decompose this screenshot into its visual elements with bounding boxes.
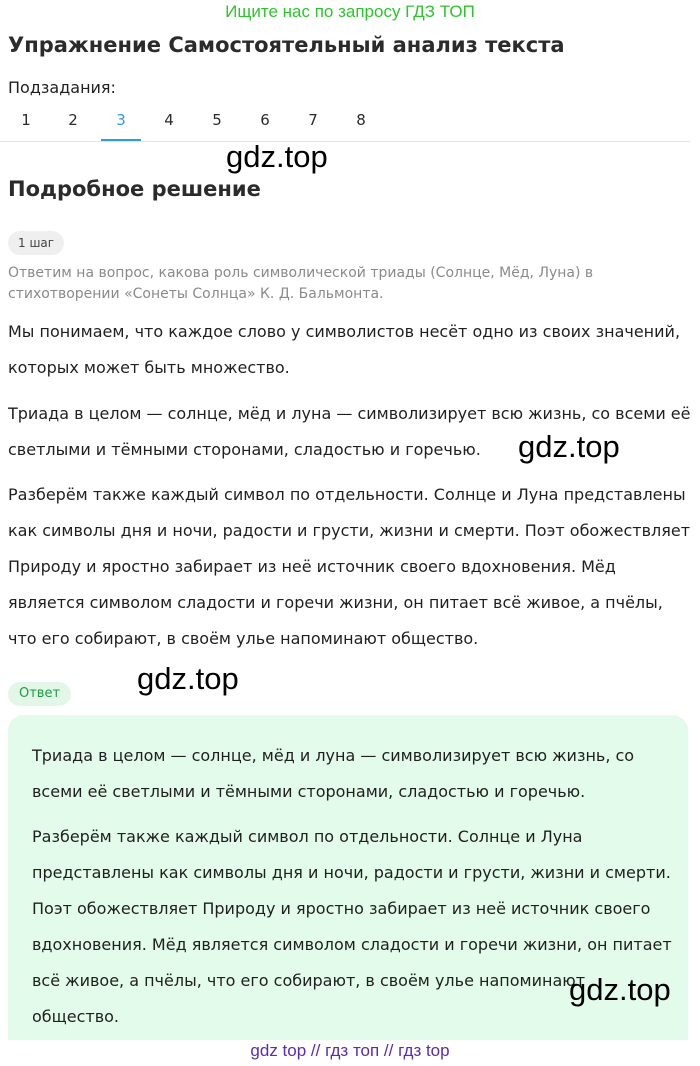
subtasks-label: Подзадания:	[8, 78, 116, 97]
exercise-title: Упражнение Самостоятельный анализ текста	[8, 33, 565, 57]
tab-subtask-2[interactable]: 2	[68, 111, 78, 129]
tab-subtask-8[interactable]: 8	[356, 111, 366, 129]
answer-paragraph: Разберём также каждый символ по отдельности. Солнце и Луна представлены как символы дня и ночи, радости и грусти, жизни и смерти. Поэт обожествляет Природу и яростно забирает из неё источник своего вдохновения. Мёд является символом сладости и горечи жизни, он питает всё живое, а пчёлы, что его собирают, в своём улье напоминают общество.	[32, 827, 672, 1026]
solution-paragraph: Мы понимаем, что каждое слово у символистов несёт одно из своих значений, которых может быть множество.	[8, 322, 681, 377]
solution-title: Подробное решение	[8, 177, 261, 201]
watermark: gdz.top	[137, 661, 239, 696]
watermark: gdz.top	[226, 139, 328, 174]
solution-paragraph: Разберём также каждый символ по отдельности. Солнце и Луна представлены как символы дня и ночи, радости и грусти, жизни и смерти. Поэт обожествляет Природу и яростно забирает из неё источник своего вдохновения. Мёд является символом сладости и горечи жизни, он питает всё живое, а пчёлы, что его собирают, в своём улье напоминают общество.	[8, 485, 691, 648]
step-badge: 1 шаг	[8, 231, 64, 255]
watermark: gdz.top	[518, 429, 620, 464]
top-banner[interactable]: Ищите нас по запросу ГДЗ ТОП	[225, 2, 475, 21]
tab-subtask-4[interactable]: 4	[164, 111, 174, 129]
tab-subtask-6[interactable]: 6	[260, 111, 270, 129]
tab-subtask-3[interactable]: 3	[101, 104, 141, 141]
tab-subtask-5[interactable]: 5	[212, 111, 222, 129]
solution-intro: Ответим на вопрос, какова роль символической триады (Солнце, Мёд, Луна) в стихотворении «Сонеты Солнца» К. Д. Бальмонта.	[8, 265, 594, 302]
answer-box	[8, 715, 688, 1040]
tab-subtask-1[interactable]: 1	[21, 111, 31, 129]
footer-links[interactable]: gdz top // гдз топ // гдз top	[250, 1041, 450, 1060]
solution-paragraph: Триада в целом — солнце, мёд и луна — символизирует всю жизнь, со всеми её светлыми и тёмными сторонами, сладостью и горечью.	[8, 404, 691, 459]
watermark: gdz.top	[569, 972, 671, 1007]
tab-subtask-7[interactable]: 7	[308, 111, 318, 129]
answer-badge: Ответ	[8, 682, 71, 706]
answer-paragraph: Триада в целом — солнце, мёд и луна — символизирует всю жизнь, со всеми её светлыми и тёмными сторонами, сладостью и горечью.	[32, 746, 635, 801]
subtask-tabs	[0, 104, 690, 142]
